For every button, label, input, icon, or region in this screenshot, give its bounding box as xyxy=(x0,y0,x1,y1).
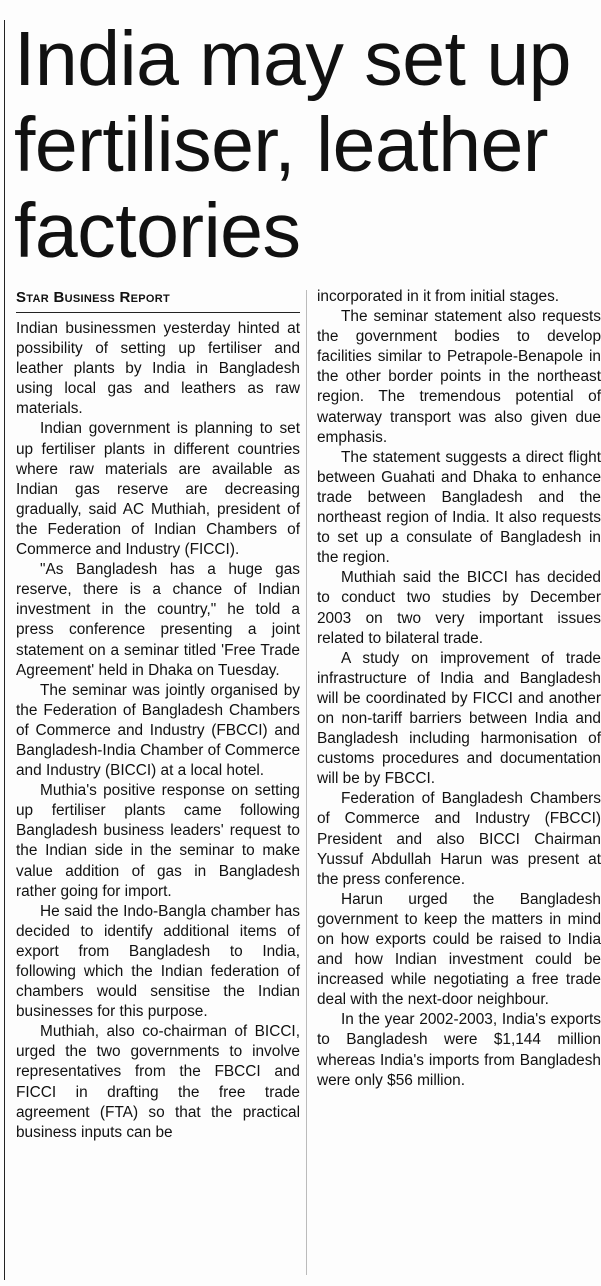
paragraph-continued: incorporated in it from initial stages. xyxy=(317,288,560,305)
paragraph: The seminar statement also requests the government bodies to develop facilities similar to Petrapole-Benapole in the other border points in the northeast region. The tremendous potential of waterway transport was also given due emphasis. xyxy=(317,308,601,446)
paragraph: In the year 2002-2003, India's exports to Bangladesh were $1,144 million whereas India's imports from Bangladesh were only $56 million. xyxy=(317,1011,601,1089)
paragraph: "As Bangladesh has a huge gas reserve, there is a chance of Indian investment in the country," he told a press conference presenting a joint statement on a seminar titled 'Free Trade Agreement' held in Dhaka on Tuesday. xyxy=(16,561,300,679)
paragraph: The seminar was jointly organised by the Federation of Bangladesh Chambers of Commerce and Industry (FBCCI) and Bangladesh-India Chamber of Commerce and Industry (BICCI) at a local hotel. xyxy=(16,681,301,780)
paragraph: Federation of Bangladesh Chambers of Commerce and Industry (FBCCI) President and also BICCI Chairman Yussuf Abdullah Harun was present at the press conference. xyxy=(317,790,601,888)
left-column xyxy=(16,284,300,1143)
byline: Star Business Report xyxy=(16,284,300,313)
right-column xyxy=(317,287,601,1091)
paragraph: Indian government is planning to set up fertiliser plants in different countries where raw materials are available as Indian gas reserve are decreasing gradually, said AC Muthiah, president of the Federation of Indian Chambers of Commerce and Industry (FICCI). xyxy=(16,420,300,559)
column-divider xyxy=(306,290,307,1275)
paragraph: Muthiah, also co-chairman of BICCI, urged the two governments to involve representatives from the FBCCI and FICCI in drafting the free trade agreement (FTA) so that the practical business inputs can be xyxy=(16,1023,300,1141)
headline: India may set up fertiliser, leather factories xyxy=(14,16,571,274)
paragraph: Muthiah said the BICCI has decided to conduct two studies by December 2003 on two very important issues related to bilateral trade. xyxy=(317,569,601,647)
left-border-rule xyxy=(4,20,5,1280)
paragraph: A study on improvement of trade infrastructure of India and Bangladesh will be coordinated by FICCI and another on non-tariff barriers between India and Bangladesh including harmonisation of customs procedures and documentation will be by FBCCI. xyxy=(317,649,601,788)
paragraph: Muthia's positive response on setting up fertiliser plants came following Bangladesh business leaders' request to the Indian side in the seminar to make value addition of gas in Bangladesh rather going for import. xyxy=(16,782,300,900)
paragraph: Indian businessmen yesterday hinted at possibility of setting up fertiliser and leather plants by India in Bangladesh using local gas and leathers as raw materials. xyxy=(16,320,300,418)
paragraph: Harun urged the Bangladesh government to keep the matters in mind on how exports could be raised to India and how Indian investment could be increased while negotiating a free trade deal with the next-door neighbour. xyxy=(317,890,601,1009)
paragraph: He said the Indo-Bangla chamber has decided to identify additional items of export from Bangladesh to India, following which the Indian federation of chambers would sensitise the Indian businesses for this purpose. xyxy=(16,902,300,1021)
paragraph: The statement suggests a direct flight between Guahati and Dhaka to enhance trade between Bangladesh and the northeast region of India. It also requests to set up a consulate of Bangladesh in the region. xyxy=(317,448,601,567)
